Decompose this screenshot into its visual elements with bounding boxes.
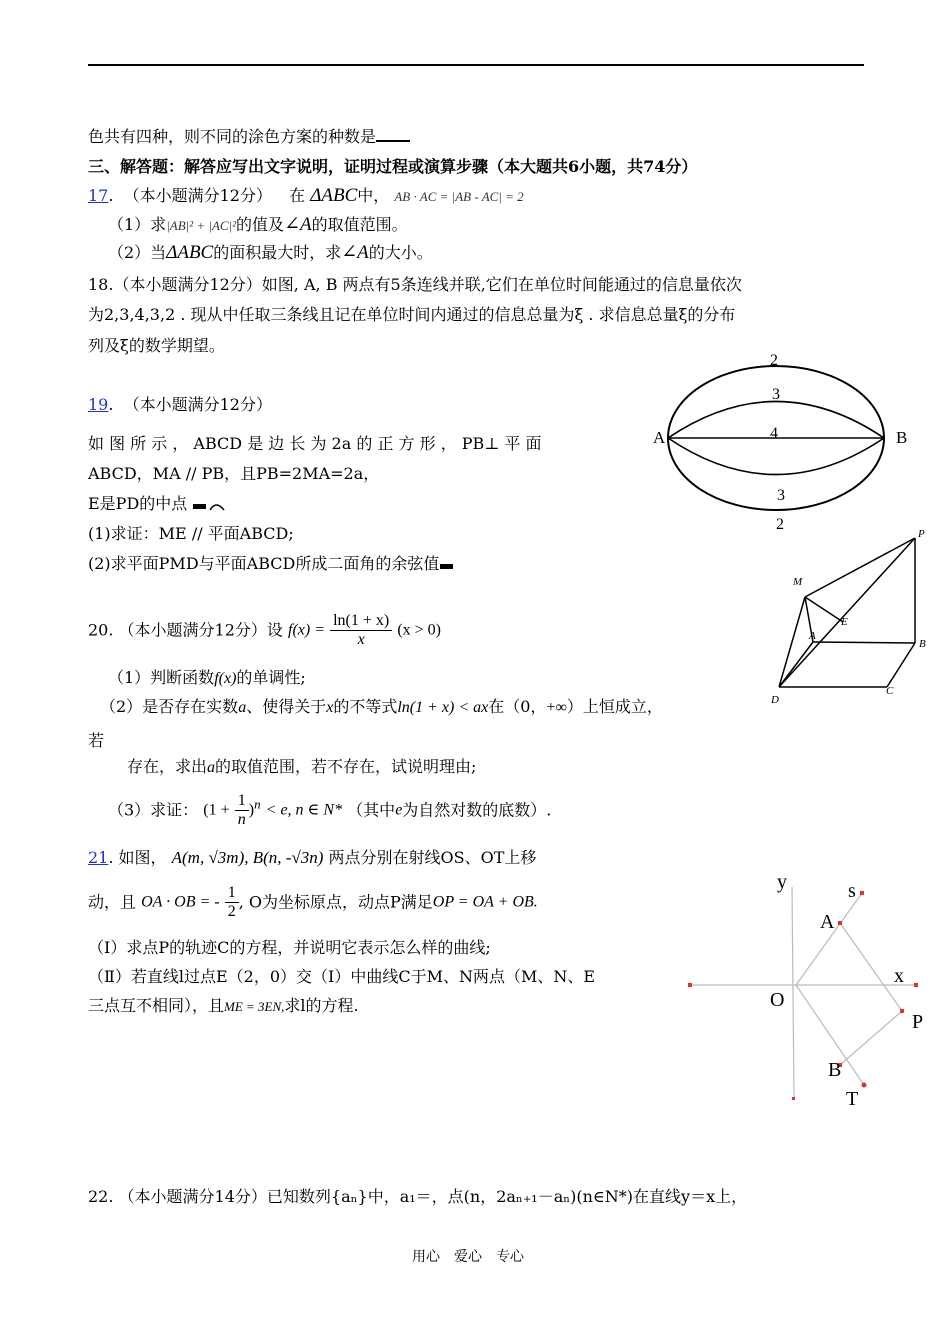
q21-line1 [88,848,536,868]
label-b: B [828,1059,842,1081]
q20-p2-d: 在（0， [488,697,547,716]
q20-p2-l3-avar: a [207,759,216,776]
q19-line1: 如 图 所 示 ， ABCD 是 边 长 为 2a 的 正 方 形 ， PB⊥ 平 面 [88,434,542,453]
label-b: B [919,638,926,650]
q20-p3-power: n [254,796,261,812]
y-axis [792,887,794,1099]
label-c: C [886,685,894,697]
q20-p1-post: 的单调性; [236,668,306,687]
q17-part2 [108,242,433,265]
q17-stem: 17. （本小题满分12分） 在 ΔABC中， AB · AC = |AB - AC| = 2 [88,185,524,206]
q19-line3 [88,494,226,513]
q20-p3-rhs: < e, n ∈ N* [265,801,343,819]
q20-p3-post-b: 为自然对数的底数）. [402,800,552,820]
q18-line2: 为2,3,4,3,2 . 现从中任取三条线且记在单位时间内通过的信息总量为ξ . 求信息总量ξ的分布 [88,305,736,324]
label-p: P [918,528,925,540]
artifact-mark [439,559,455,571]
q20-p2-l3-a: 存在，求出 [127,757,208,776]
q20-p2-inf: +∞ [546,699,567,716]
q20-p2-avar: a [238,699,247,716]
segment-ap [840,923,902,1011]
label-e: E [841,616,848,628]
q20-part1 [108,668,306,688]
label-y: y [777,871,787,893]
capacity-label-4: 3 [777,487,785,504]
q20-p3-post-a: （其中 [347,800,396,820]
q16-tail-text: 色共有四种，则不同的涂色方案的种数是 [88,127,377,146]
q21-frac-den: 2 [227,902,236,920]
q21-part2-line1: （Ⅱ）若直线l过点E（2，0）交（Ⅰ）中曲线C于M、N两点（M、N、E [88,967,596,986]
q17-score: （本小题满分12分） [123,186,272,205]
q20-p2-l3-b: 的取值范围，若不存在，试说明理由; [215,757,477,776]
q21-part1: （Ⅰ）求点P的轨迹C的方程，并说明它表示怎么样的曲线; [88,938,491,957]
q20-fraction-den: x [357,630,365,648]
q17-p1-expr: |AB|² + |AC|² [166,218,237,233]
capacity-label-3: 4 [770,425,778,442]
capacity-label-2: 3 [772,386,780,403]
label-a: A [820,911,835,933]
q17-p1-post: 的取值范围。 [311,215,408,234]
label-o: O [770,989,785,1011]
q20-p1-pre: （1）判断函数 [108,668,215,687]
q21-coordinate-figure [680,865,940,1115]
q21-l2-a: 动，且 [88,892,137,912]
q20-p3-pre: （3）求证： [108,800,199,820]
q21-points: A(m, √3m), B(n, -√3n) [171,848,324,867]
q21-l1-b: 两点分别在射线OS、OT上移 [328,848,537,867]
lower-inner-arc [668,438,884,475]
q20-p2-a: （2）是否存在实数 [100,697,239,716]
page-footer: 用心 爱心 专心 [412,1249,524,1265]
label-a: A [809,630,816,642]
label-p: P [912,1011,924,1033]
q20-condition: (x > 0) [397,621,441,639]
label-s: s [848,880,856,902]
q21-frac-num: 1 [225,884,239,903]
q22-line1: 22. （本小题满分14分）已知数列{aₙ}中，a₁＝，点(n，2aₙ₊₁－aₙ)(n∈N*)在直线y＝x上， [88,1187,748,1206]
q20-p2-ineq: ln(1 + x) < ax [397,699,489,716]
segment-pb [840,1011,902,1065]
q17-p2-pre: （2）当 [108,243,167,262]
q20-p2-c: 的不等式 [333,697,398,716]
q17-p2-mid: 的面积最大时，求 [213,243,342,262]
q21-number-link[interactable]: 21 [88,848,109,867]
point-b-label: B [896,428,908,447]
q20-p2-e: ）上恒成立， [566,697,663,716]
label-d: D [771,694,779,706]
label-t: T [846,1088,859,1110]
capacity-label-1: 2 [770,352,778,369]
q17-p1-pre: （1）求 [108,215,167,234]
q17-triangle-2: ΔABC [166,242,214,263]
header-rule [88,64,864,66]
q20-p3-lhs-a: (1 + [203,801,230,819]
q19-score: （本小题满分12分） [123,395,272,414]
q19-number-link[interactable]: 19 [88,395,109,414]
q17-condition: AB · AC = |AB - AC| = 2 [394,189,524,204]
label-x: x [894,965,904,987]
q21-vector-eq: OP = OA + OB. [432,893,538,911]
q19-header: 19. （本小题满分12分） [88,395,272,414]
q17-stem-mid: 中， [357,186,390,205]
capacity-label-5: 2 [776,516,784,533]
q19-solid-figure [765,525,937,710]
q20-p2-b: 、使得关于 [246,697,327,716]
q19-part2-text: (2)求平面PMD与平面ABCD所成二面角的余弦值 [88,554,440,573]
q21-dot-product: OA · OB = - [141,893,220,911]
q20-fraction [330,612,392,648]
q17-p1-mid: 的值及 [236,215,285,234]
q18-line1: 18.（本小题满分12分）如图, A, B 两点有5条连线并联,它们在单位时间能通过的信息量依次 [88,275,742,294]
q20-stem [88,612,441,648]
q20-p3-e: e [395,801,403,819]
q16-tail-line [88,127,410,146]
q20-part2-ruo: 若 [88,731,105,750]
ray-os [796,893,862,985]
q20-fraction-num: ln(1 + x) [330,612,392,631]
q19-part1: (1)求证：ME // 平面ABCD; [88,524,294,543]
q17-angle: ∠A [284,214,312,235]
artifact-marks [192,498,226,512]
q17-triangle: ΔABC [310,185,358,206]
q20-part3 [108,792,551,828]
q20-part2-line3 [127,757,476,777]
q20-p3-fraction [235,792,249,828]
q20-p1-fx: f(x) [214,670,237,687]
q20-pre: 20. （本小题满分12分）设 [88,620,283,640]
point-a-label: A [653,428,666,447]
q18-line3: 列及ξ的数学期望。 [88,336,225,355]
q21-half-fraction [225,884,239,920]
q19-line3-text: E是PD的中点 [88,494,188,513]
label-m: M [793,576,803,588]
section-3-title: 三、解答题：解答应写出文字说明，证明过程或演算步骤（本大题共6小题，共74分） [88,157,698,176]
q21-line2 [88,884,538,920]
answer-blank [376,140,410,142]
q20-p2-xvar: x [326,699,334,716]
q20-p3-frac-den: n [237,810,246,828]
q17-p2-post: 的大小。 [368,243,433,262]
q17-stem-pre: 在 [289,186,306,205]
q17-part1 [108,214,408,237]
q21-l2-b: , O为坐标原点，动点P满足 [238,892,433,912]
q21-l1-a: . 如图， [108,848,167,867]
q17-angle-2: ∠A [341,242,369,263]
q21-p2-l2-b: 求l的方程. [284,996,359,1015]
q20-p3-lhs-b: ) [248,801,255,819]
q20-part2 [100,697,663,717]
q21-p2-vector: ME = 3EN, [224,999,285,1014]
q20-fx: f(x) = [288,621,325,639]
q20-p3-frac-num: 1 [235,792,249,811]
q21-part2-line2 [88,996,359,1015]
q19-line2: ABCD，MA // PB，且PB=2MA=2a， [88,464,380,483]
q17-number-link[interactable]: 17 [88,186,109,205]
q18-network-figure [650,345,920,535]
q21-p2-l2-a: 三点互不相同），且 [88,996,225,1015]
q19-part2 [88,554,455,573]
